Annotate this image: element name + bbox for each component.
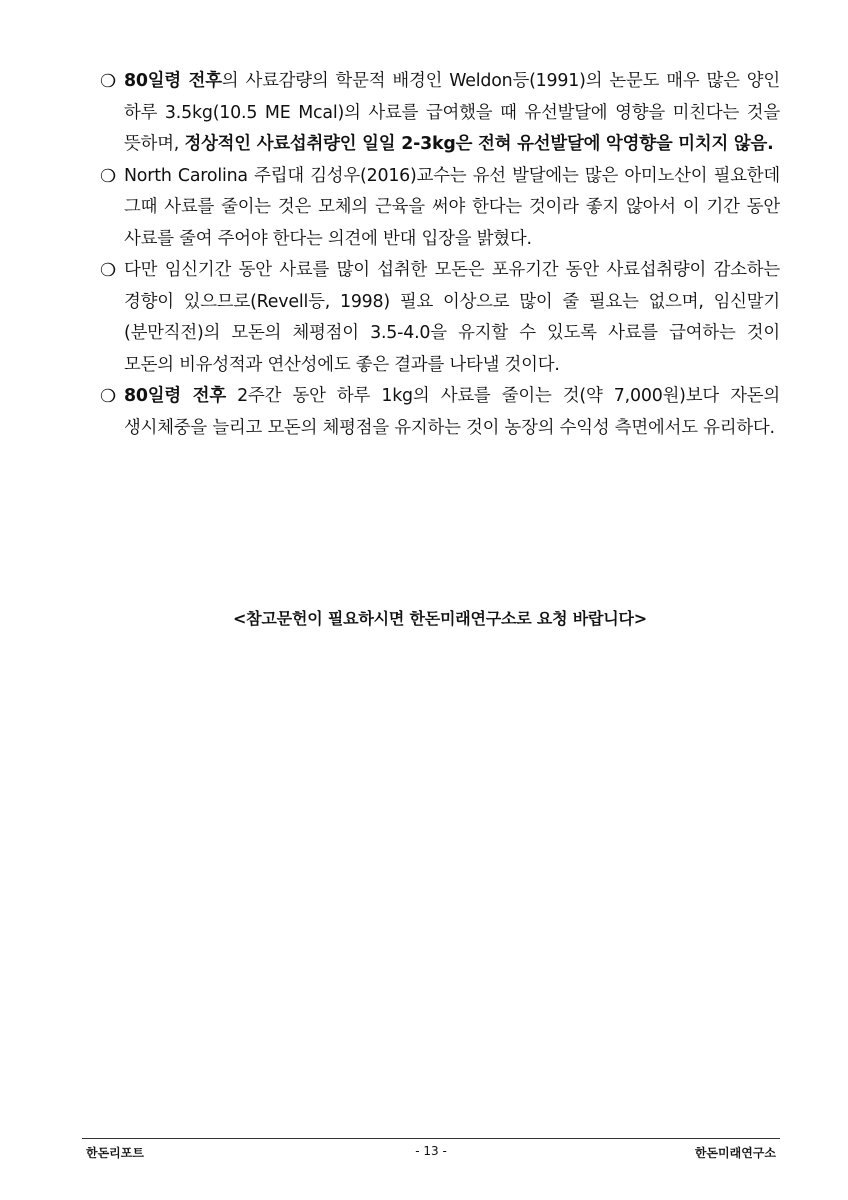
circle-bullet-icon: ❍ <box>100 71 117 92</box>
circle-bullet-icon: ❍ <box>100 260 117 281</box>
bullet-item-3 <box>100 255 780 381</box>
footer-report-name: 한돈리포트 <box>86 1146 144 1160</box>
text-regular: North Carolina 주립대 김성우(2016)교수는 유선 발달에는 많은 아미노산이 필요한데 그때 사료를 줄이는 것은 모체의 근육을 써야 한다는 것이라 좋지 않아서 이 기간 동안 사료를 줄여 주어야 한다는 의견에 반대 입장을 밝혔다. <box>124 165 780 249</box>
text-bold: 80일령 전후 <box>124 386 226 406</box>
bullet-item-4 <box>100 381 780 444</box>
circle-bullet-icon: ❍ <box>100 165 117 187</box>
text-regular: 2주간 동안 하루 1kg의 사료를 줄이는 것(약 7,000원)보다 자돈의 생시체중을 늘리고 모돈의 체평점을 유지하는 것이 농장의 수익성 측면에서도 유리하다. <box>124 386 780 438</box>
page-number: - 13 - <box>415 1144 447 1158</box>
footer-divider <box>82 1138 780 1139</box>
text-regular: 다만 임신기간 동안 사료를 많이 섭취한 모돈은 포유기간 동안 사료섭취량이 감소하는 경향이 있으므로(Revell등, 1998) 필요 이상으로 많이 줄 필요는 없으며, 임신말기(분만직전)의 모돈의 체평점이 3.5-4.0을 유지할 수 있도록 사료를 급여하는 것이 모돈의 비유성적과 연산성에도 좋은 결과를 나타낼 것이다. <box>124 260 780 375</box>
bullet-item-text <box>124 381 780 444</box>
bullet-item-text <box>124 255 780 381</box>
body-content <box>100 66 780 444</box>
text-regular: 의 사료감량의 학문적 배경인 Weldon등(1991)의 논문도 매우 많은 양인 하루 3.5kg(10.5 ME Mcal)의 사료를 급여했을 때 유선발달에 영향을 미친다는 것을 뜻하며, <box>124 71 780 154</box>
text-bold: 80일령 전후 <box>124 71 222 91</box>
bullet-item-text <box>124 161 780 256</box>
bullet-item-text <box>124 66 780 161</box>
reference-request-note: <참고문헌이 필요하시면 한돈미래연구소로 요청 바랍니다> <box>232 609 648 628</box>
footer-institute-name: 한돈미래연구소 <box>694 1146 776 1160</box>
page-footer <box>86 1144 776 1164</box>
bullet-item-1 <box>100 66 780 161</box>
circle-bullet-icon: ❍ <box>100 386 117 407</box>
bullet-item-2 <box>100 161 780 256</box>
text-bold: 정상적인 사료섭취량인 일일 2-3kg은 전혀 유선발달에 악영향을 미치지 않음. <box>184 134 774 154</box>
